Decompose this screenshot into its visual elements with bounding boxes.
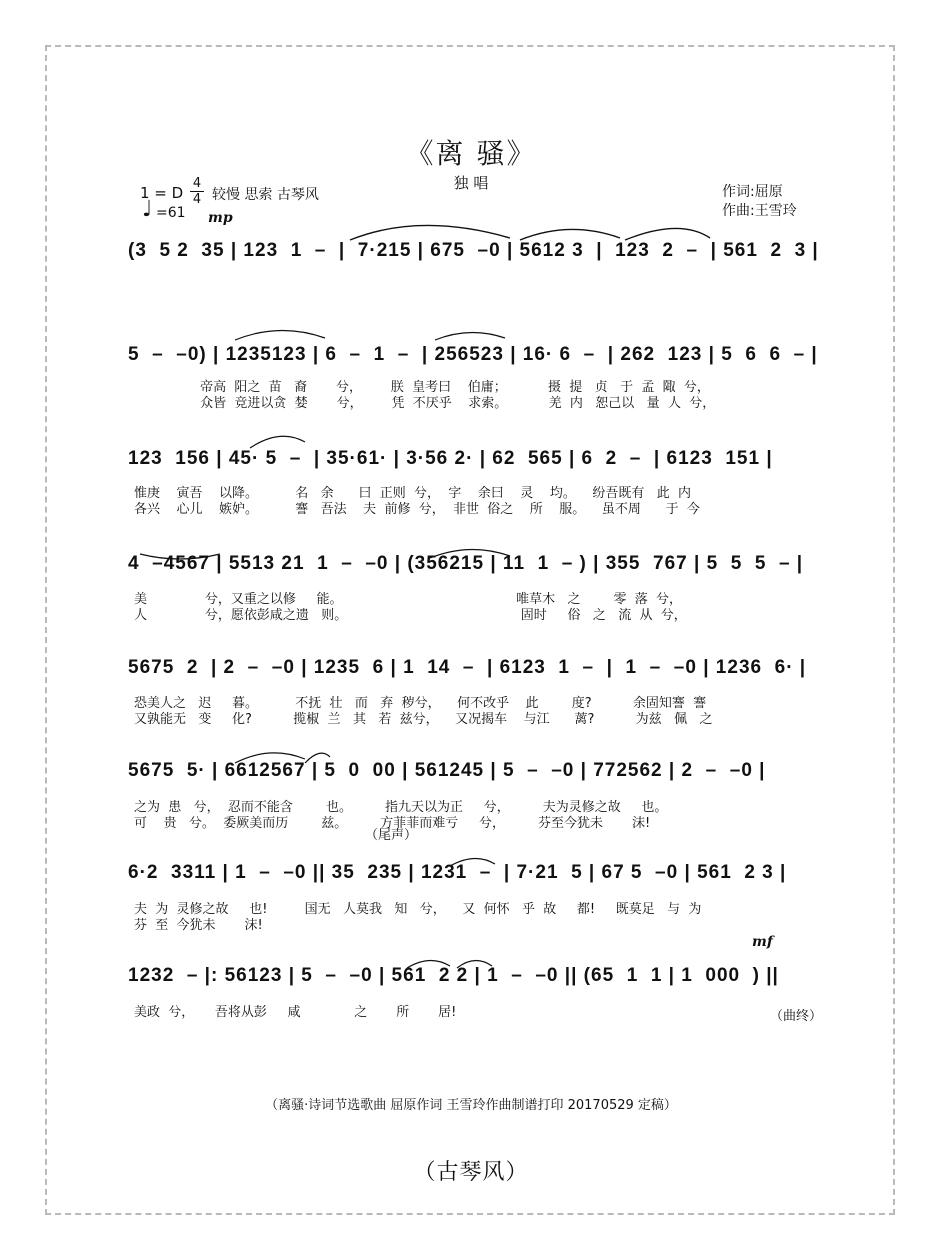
notation-row-4: 4 –4567 | 5513 21 1 – –0 | (356215 | 11 1 – ) | 355 767 | 5 5 5 – | [128, 553, 804, 574]
lyrics-row-3-verse-1: 惟庚 寅吾 以降。 名 余 曰 正则 兮， 字 余曰 灵 均。 纷吾既有 此 内 [134, 486, 692, 501]
tempo-value: =61 [156, 205, 186, 221]
performance-type: 独 唱 [453, 174, 489, 192]
lyrics-row-8-verse-1: 美政 兮， 吾将从彭 咸 之 所 居! [134, 1005, 457, 1020]
quarter-note-icon: ♩ [142, 197, 153, 222]
dynamic-marking-start: mp [208, 210, 233, 226]
notation-row-3: 123 156 | 45· 5 – | 35·61· | 3·56 2· | 62 565 | 6 2 – | 6123 151 | [128, 448, 773, 469]
end-label: （曲终） [770, 1009, 823, 1024]
notation-row-6: 5675 5· | 6612567 | 5 0 00 | 561245 | 5 – –0 | 772562 | 2 – –0 | [128, 760, 766, 781]
composer: 作曲:王雪玲 [722, 203, 797, 219]
lyrics-row-6-verse-1: 之为 患 兮， 忍而不能含 也。 指九天以为正 兮， 夫为灵修之故 也。 [134, 800, 668, 815]
meter-bottom: 4 [192, 192, 202, 207]
lyrics-row-7-verse-2: 芬 至 今犹未 沫! [134, 918, 263, 933]
coda-label: （尾声） [365, 828, 418, 843]
lyrics-row-5-verse-1: 恐美人之 迟 暮。 不抚 壮 而 弃 秽兮， 何不改乎 此 度? 余固知謇 謇 [134, 696, 707, 711]
lyrics-row-6-verse-2: 可 贵 兮。 委厥美而历 兹。 方菲菲而难亏 兮， 芬至今犹未 沫! [134, 816, 651, 831]
notation-row-1: (3 5 2 35 | 123 1 – | 7·215 | 675 –0 | 5612 3 | 123 2 – | 561 2 3 | [128, 240, 819, 261]
phrase-slurs-row-3 [120, 420, 840, 450]
lyricist: 作词:屈原 [722, 184, 783, 200]
footer-note: （离骚·诗词节选歌曲 屈原作词 王雪玲作曲制谱打印 20170529 定稿） [265, 1098, 677, 1113]
meter-top: 4 [192, 176, 202, 191]
key-signature: 1 = D [140, 184, 184, 202]
phrase-slurs-row-2 [120, 312, 840, 342]
notation-row-7: 6·2 3311 | 1 – –0 || 35 235 | 1231 – | 7·21 5 | 67 5 –0 | 561 2 3 | [128, 862, 787, 883]
notation-row-2: 5 – –0) | 1235123 | 6 – 1 – | 256523 | 16· 6 – | 262 123 | 5 6 6 – | [128, 344, 818, 365]
song-title: 《离 骚》 [405, 137, 537, 170]
lyrics-row-5-verse-2: 又孰能无 变 化? 揽椒 兰 其 若 兹兮， 又况揭车 与江 蓠? 为兹 佩 之 [134, 712, 713, 727]
notation-row-5: 5675 2 | 2 – –0 | 1235 6 | 1 14 – | 6123 1 – | 1 – –0 | 1236 6· | [128, 657, 807, 678]
lyrics-row-7-verse-1: 夫 为 灵修之故 也! 国无 人莫我 知 兮， 又 何怀 乎 故 都! 既莫足 与 为 [134, 902, 702, 917]
tempo-description: 较慢 思索 古琴风 [212, 187, 319, 203]
phrase-slurs-row-1 [120, 212, 840, 242]
lyrics-row-3-verse-2: 各兴 心儿 嫉妒。 謇 吾法 夫 前修 兮， 非世 俗之 所 服。 虽不周 于 今 [134, 502, 700, 517]
notation-row-8: 1232 – |: 56123 | 5 – –0 | 561 2 2 | 1 – –0 || (65 1 1 | 1 000 ) || [128, 965, 779, 986]
lyrics-row-4-verse-2: 人 兮，愿依彭咸之遗 则。 固时 俗 之 流 从 兮， [134, 608, 687, 623]
lyrics-row-2-verse-2: 众皆 竞进以贪 婪 兮， 凭 不厌乎 求索。 羌 内 恕己以 量 人 兮， [134, 396, 716, 411]
genre-label: （古琴风） [413, 1160, 529, 1185]
dynamic-marking-end: mf [752, 934, 773, 950]
lyrics-row-2-verse-1: 帝高 阳之 苗 裔 兮， 朕 皇考曰 伯庸； 摄 提 贞 于 孟 陬 兮， [134, 380, 710, 395]
lyrics-row-4-verse-1: 美 兮，又重之以修 能。 唯草木 之 零 落 兮， [134, 592, 683, 607]
time-signature [190, 176, 204, 207]
